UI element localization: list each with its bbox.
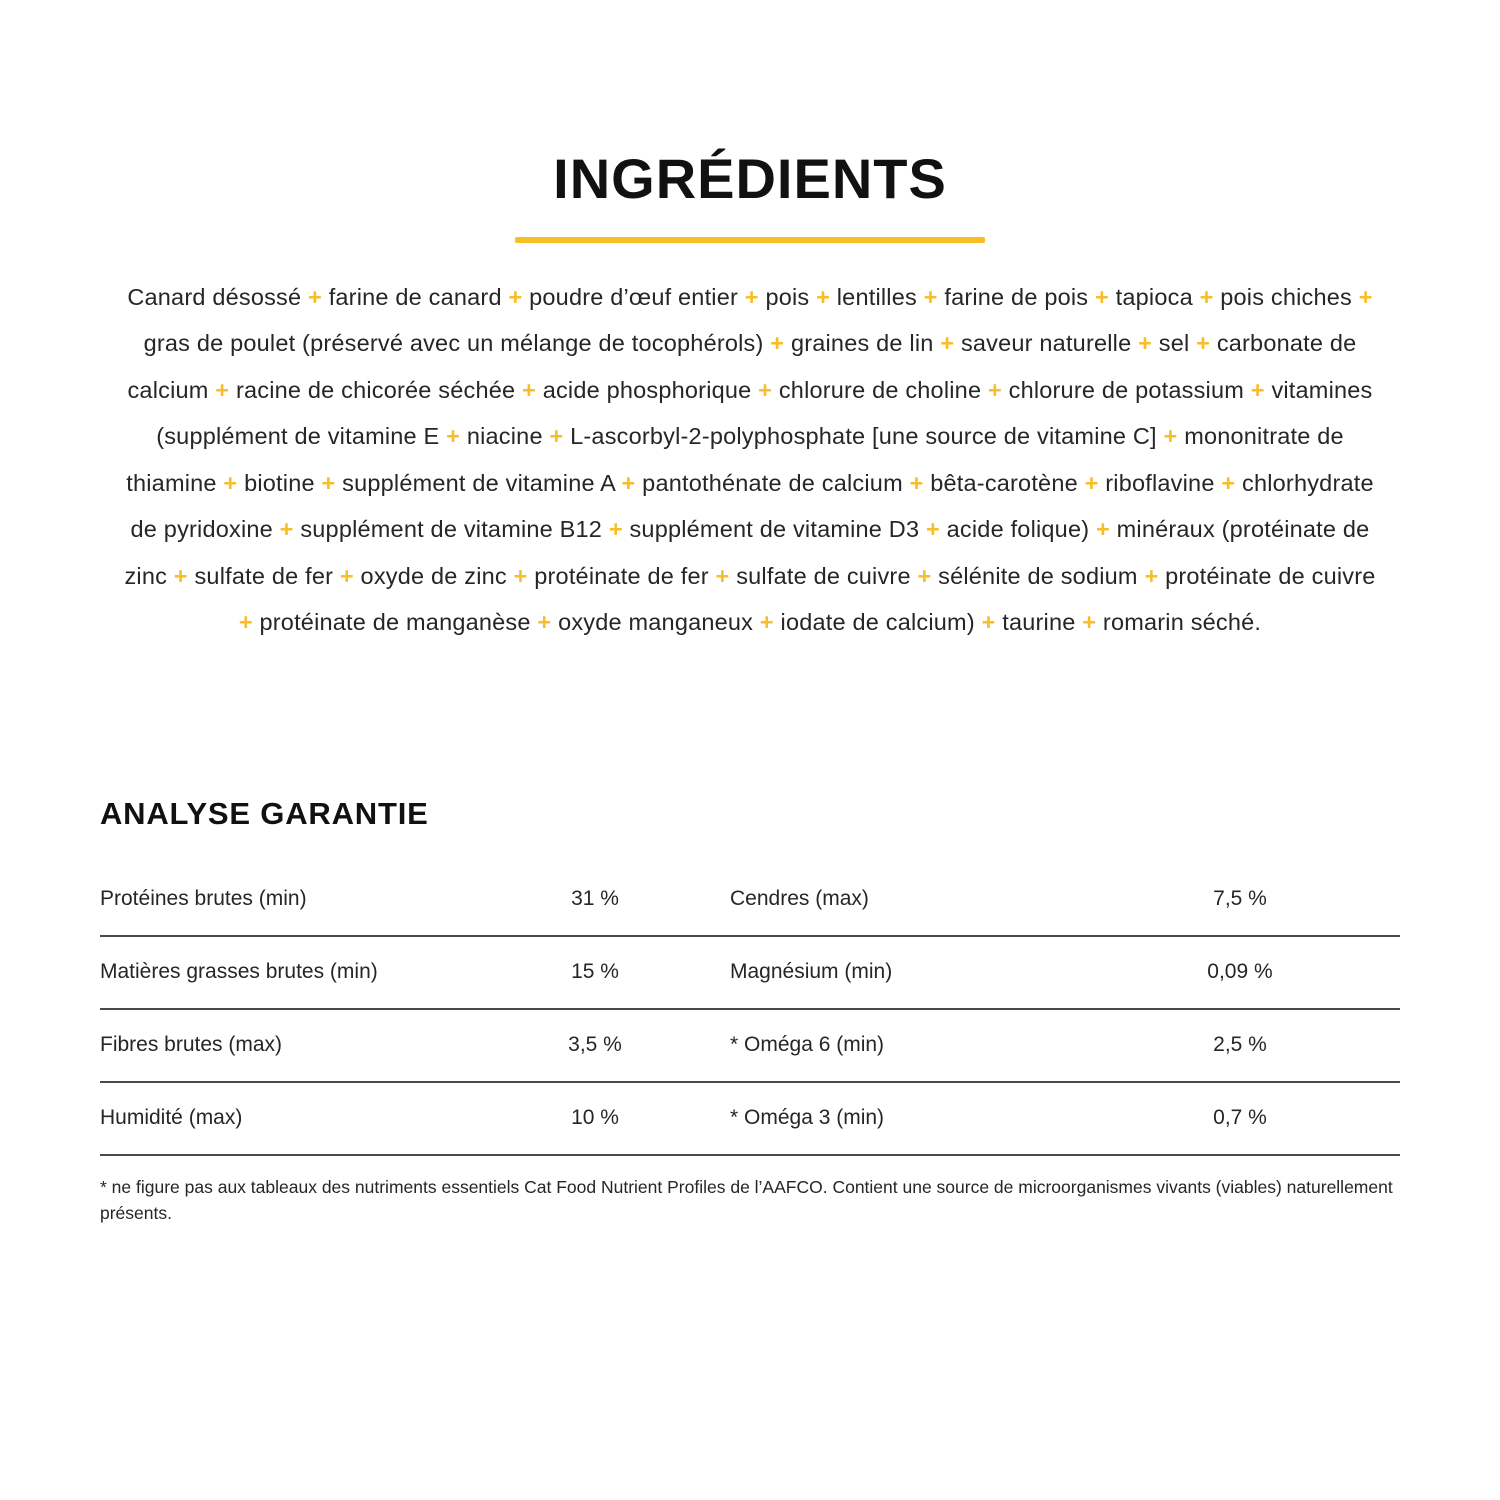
plus-separator-icon: + [981,609,996,636]
guaranteed-analysis-table [100,864,1400,1156]
ingredient-text: mononitrate de thiamine [126,423,1344,496]
analysis-label: Magnésium (min) [730,960,893,984]
plus-separator-icon: + [537,609,552,636]
analysis-value: 15 % [571,960,619,984]
analysis-value: 0,7 % [1213,1106,1267,1130]
ingredient-text: pantothénate de calcium [642,469,903,496]
plus-separator-icon: + [758,376,773,403]
plus-separator-icon: + [925,516,940,543]
plus-separator-icon: + [513,562,528,589]
ingredient-text: saveur naturelle [960,330,1132,357]
ingredient-text: pois chiches [1220,283,1352,310]
ingredient-text: taurine [1002,609,1076,636]
ingredient-text: vitamines (supplément de vitamine E [156,376,1373,450]
analysis-label: Cendres (max) [730,887,869,911]
analysis-value: 3,5 % [568,1033,622,1057]
analysis-value: 0,09 % [1207,960,1273,984]
title-underline-rule [515,237,985,243]
ingredient-text: graines de lin [790,330,934,357]
title-section [0,0,1500,243]
ingredient-text: tapioca [1115,283,1193,310]
plus-separator-icon: + [508,283,523,310]
ingredient-text: acide phosphorique [542,376,752,403]
ingredient-text: sélénite de sodium [938,562,1138,589]
ingredient-text: poudre d’œuf entier [529,283,739,310]
plus-separator-icon: + [1163,423,1178,450]
analysis-label: * Oméga 6 (min) [730,1033,885,1057]
ingredient-text: supplément de vitamine D3 [629,516,920,543]
ingredient-text: Canard désossé [127,283,302,310]
plus-separator-icon: + [446,423,461,450]
plus-separator-icon: + [770,330,785,357]
analysis-label: Fibres brutes (max) [100,1033,283,1057]
analysis-row-moisture-omega3 [100,1083,1400,1156]
ingredient-text: bêta-carotène [930,469,1078,496]
plus-separator-icon: + [621,469,636,496]
analysis-row-fat-magnesium [100,937,1400,1010]
ingredient-text: supplément de vitamine A [342,469,615,496]
plus-separator-icon: + [909,469,924,496]
plus-separator-icon: + [1084,469,1099,496]
plus-separator-icon: + [940,330,955,357]
ingredient-text: chlorure de potassium [1008,376,1245,403]
plus-separator-icon: + [1082,609,1097,636]
ingredient-text: sulfate de cuivre [736,562,911,589]
plus-separator-icon: + [223,469,238,496]
ingredient-text: chlorhydrate de pyridoxine [130,469,1374,543]
plus-separator-icon: + [279,516,294,543]
analysis-label: Protéines brutes (min) [100,887,307,911]
analysis-row-proteins-ash [100,864,1400,937]
plus-separator-icon: + [1095,516,1110,543]
analysis-value: 2,5 % [1213,1033,1267,1057]
guaranteed-analysis-section [0,796,1500,1226]
ingredient-text: carbonate de calcium [127,330,1357,403]
ingredient-text: gras de poulet (préservé avec un mélange de tocophérols) [143,330,764,357]
ingredient-text: oxyde manganeux [558,609,754,636]
analysis-label: * Oméga 3 (min) [730,1106,885,1130]
guaranteed-analysis-heading: ANALYSE GARANTIE [100,795,429,831]
analysis-value: 7,5 % [1213,887,1267,911]
plus-separator-icon: + [339,562,354,589]
ingredient-text: acide folique) [946,516,1090,543]
ingredient-text: chlorure de choline [778,376,982,403]
ingredient-text: L-ascorbyl-2-polyphosphate [une source de vitamine C] [570,423,1157,450]
plus-separator-icon: + [759,609,774,636]
plus-separator-icon: + [1250,376,1265,403]
plus-separator-icon: + [321,469,336,496]
plus-separator-icon: + [987,376,1002,403]
plus-separator-icon: + [308,283,322,310]
analysis-label: Matières grasses brutes (min) [100,960,378,984]
ingredient-text: romarin séché. [1102,609,1262,636]
plus-separator-icon: + [816,283,831,310]
ingredient-text: minéraux (protéinate de zinc [124,516,1370,589]
plus-separator-icon: + [923,283,938,310]
ingredient-text: protéinate de cuivre [1165,562,1376,589]
plus-separator-icon: + [549,423,564,450]
plus-separator-icon: + [917,562,932,589]
ingredient-text: lentilles [836,283,917,310]
plus-separator-icon: + [1199,283,1214,310]
ingredient-text: biotine [244,469,315,496]
analysis-row-fiber-omega6 [100,1010,1400,1083]
ingredient-text: sel [1158,330,1190,357]
plus-separator-icon: + [1138,330,1153,357]
ingredient-text: pois [765,283,810,310]
plus-separator-icon: + [173,562,188,589]
plus-separator-icon: + [522,376,536,403]
ingredient-text: niacine [466,423,543,450]
plus-separator-icon: + [238,609,253,636]
ingredient-text: iodate de calcium) [780,609,975,636]
page-title: INGRÉDIENTS [553,147,947,210]
plus-separator-icon: + [1221,469,1236,496]
analysis-value: 10 % [571,1106,619,1130]
ingredient-text: protéinate de fer [534,562,709,589]
ingredient-text: protéinate de manganèse [259,609,531,636]
analysis-label: Humidité (max) [100,1106,243,1130]
plus-separator-icon: + [1358,283,1373,310]
ingredient-text: farine de canard [328,283,502,310]
plus-separator-icon: + [715,562,730,589]
plus-separator-icon: + [1094,283,1109,310]
plus-separator-icon: + [1144,562,1159,589]
ingredients-paragraph [115,274,1385,646]
plus-separator-icon: + [608,516,623,543]
plus-separator-icon: + [215,376,230,403]
ingredient-text: sulfate de fer [194,562,334,589]
ingredient-text: oxyde de zinc [360,562,507,589]
plus-separator-icon: + [744,283,759,310]
ingredient-text: supplément de vitamine B12 [300,516,603,543]
ingredient-text: racine de chicorée séchée [235,376,516,403]
aafco-footnote: * ne figure pas aux tableaux des nutriments essentiels Cat Food Nutrient Profiles de l’AAFCO. Contient une source de microorganismes vivants (viables) naturellement présents. [100,1176,1393,1223]
ingredient-text: farine de pois [944,283,1089,310]
plus-separator-icon: + [1196,330,1211,357]
analysis-value: 31 % [571,887,619,911]
ingredient-text: riboflavine [1105,469,1215,496]
